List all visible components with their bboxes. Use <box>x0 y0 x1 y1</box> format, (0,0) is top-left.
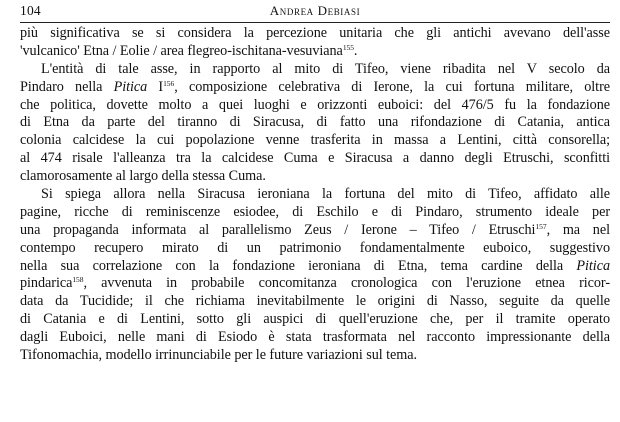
text-line: al 474 risale l'alleanza tra la calcidese Cuma e Siracusa a danno degli Etruschi, sconfitti <box>20 150 610 167</box>
text-line: colonia calcidese la cui popolazione venne trasferita in massa a Lentini, città consorella; <box>20 132 610 149</box>
text-line: data da Tucidide; il che richiama inevitabilmente le origini di Nasso, seguite da quelle <box>20 293 610 310</box>
text-line: una propaganda informata al parallelismo Zeus / Ierone – Tifeo / Etruschi$^{157}$, ma nel <box>20 221 610 238</box>
text-line: contempo recupero mirato di un patrimonio fondamentalmente euboico, suggestivo <box>20 239 610 256</box>
text-line: di Catania e di Lentini, sotto gli auspici di quell'eruzione che, per il tramite operato <box>20 311 610 328</box>
body-text <box>20 25 610 365</box>
footnote-ref[interactable]: 157 <box>535 221 547 231</box>
text-line: 'vulcanico' Etna / Eolie / area flegreo-ischitana-vesuviana$^{155}$. <box>20 42 358 59</box>
text-line: pindarica$^{158}$, avvenuta in probabile concomitanza cronologica con l'eruzione etnea ricor- <box>20 275 610 292</box>
text-line: Pindaro nella Pitica $I^{156}$, composizione celebrativa di Ierone, la cui fortuna militare, oltre <box>20 78 610 95</box>
text-line: più significativa se si considera la percezione unitaria che gli antichi avevano dell'asse <box>20 25 610 41</box>
text-line: che politica, dovette molto a quei luoghi e orizzonti euboici: del 476/5 fu la fondazione <box>20 96 610 113</box>
book-page <box>20 0 610 422</box>
text-line: dagli Euboici, nelle mani di Esiodo è stata trasformata nel racconto impressionante della <box>20 329 610 346</box>
footnote-ref[interactable]: 155 <box>342 42 354 52</box>
running-head: Andrea Debiasi <box>269 3 361 18</box>
footnote-ref[interactable]: 156 <box>163 78 175 88</box>
page-number: 104 <box>20 3 41 18</box>
text-line: Tifonomachia, modello irrinunciabile per le future variazioni sul tema. <box>20 347 417 364</box>
page-header <box>20 0 610 23</box>
text-line: di Etna da parte del tiranno di Siracusa, di fatto una rifondazione di Catania, antica <box>20 114 610 131</box>
text-line: L'entità di tale asse, in rapporto al mito di Tifeo, viene ribadita nel V secolo da <box>41 60 610 77</box>
footnote-ref[interactable]: 158 <box>72 275 84 285</box>
text-line: pagine, ricche di reminiscenze esiodee, di Eschilo e di Pindaro, strumento ideale per <box>20 203 610 220</box>
text-line: clamorosamente al largo della stessa Cuma. <box>20 168 266 185</box>
text-line: Si spiega allora nella Siracusa ieroniana la fortuna del mito di Tifeo, affidato alle <box>41 186 610 203</box>
text-line: nella sua correlazione con la fondazione ieroniana di Etna, tema cardine della Pitica <box>20 257 610 274</box>
